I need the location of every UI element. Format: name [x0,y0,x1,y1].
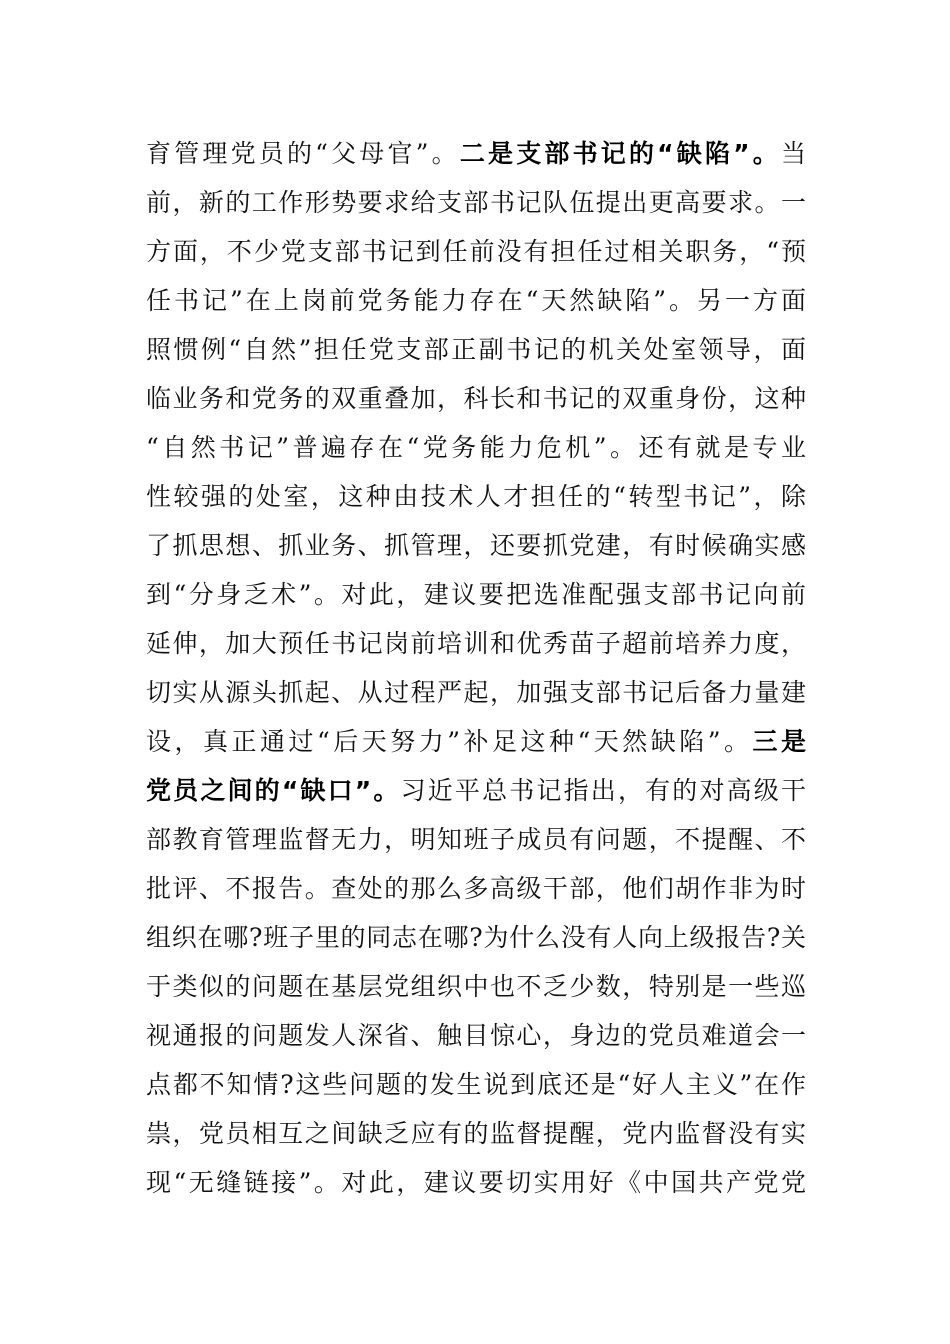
bold-text-segment: 党员之间的“缺口”。 [146,776,401,805]
text-line [146,428,806,468]
text-line [146,722,806,762]
text-segment: 前，新的工作形势要求给支部书记队伍提出更高要求。一 [146,188,806,217]
text-line [146,526,806,566]
text-segment: 部教育管理监督无力，明知班子成员有问题，不提醒、不 [146,825,806,854]
text-line [146,771,806,811]
text-segment: 习近平总书记指出，有的对高级干 [400,776,806,805]
text-line [146,1065,806,1105]
text-line [146,575,806,615]
text-segment: 切实从源头抓起、从过程严起，加强支部书记后备力量建 [146,678,806,707]
text-segment: 当 [780,139,806,168]
text-segment: 现“无缝链接”。对此，建议要切实用好《中国共产党党 [146,1168,806,1197]
text-segment: 视通报的问题发人深省、触目惊心，身边的党员难道会一 [146,1021,806,1050]
text-segment: 延伸，加大预任书记岗前培训和优秀苗子超前培养力度， [146,629,806,658]
text-line [146,1114,806,1154]
text-segment: 任书记”在上岗前党务能力存在“天然缺陷”。另一方面 [146,286,806,315]
text-line [146,330,806,370]
bold-text-segment: 三是 [752,727,806,756]
text-segment: 设，真正通过“后天努力”补足这种“天然缺陷”。 [146,727,753,756]
text-line [146,967,806,1007]
text-line [146,379,806,419]
text-segment: 到“分身乏术”。对此，建议要把选准配强支部书记向前 [146,580,806,609]
text-segment: “自然书记”普遍存在“党务能力危机”。还有就是专业 [146,433,806,462]
text-line [146,134,806,174]
text-line [146,477,806,517]
text-segment: 了抓思想、抓业务、抓管理，还要抓党建，有时候确实感 [146,531,806,560]
text-segment: 照惯例“自然”担任党支部正副书记的机关处室领导，面 [146,335,806,364]
text-line [146,232,806,272]
text-segment: 育管理党员的“父母官”。 [146,139,460,168]
text-segment: 于类似的问题在基层党组织中也不乏少数，特别是一些巡 [146,972,806,1001]
text-segment: 方面，不少党支部书记到任前没有担任过相关职务，“预 [146,237,806,266]
text-line [146,869,806,909]
text-segment: 临业务和党务的双重叠加，科长和书记的双重身份，这种 [146,384,806,413]
text-line [146,1016,806,1056]
text-line [146,820,806,860]
text-segment: 组织在哪?班子里的同志在哪?为什么没有人向上级报告?关 [146,923,806,952]
bold-text-segment: 二是支部书记的“缺陷”。 [459,139,781,168]
text-segment: 点都不知情?这些问题的发生说到底还是“好人主义”在作 [146,1070,806,1099]
text-segment: 批评、不报告。查处的那么多高级干部，他们胡作非为时 [146,874,806,903]
text-line [146,1163,806,1203]
text-line [146,673,806,713]
text-segment: 性较强的处室，这种由技术人才担任的“转型书记”，除 [146,482,806,511]
text-segment: 祟，党员相互之间缺乏应有的监督提醒，党内监督没有实 [146,1119,806,1148]
text-line [146,183,806,223]
text-line [146,624,806,664]
text-line [146,281,806,321]
text-line [146,918,806,958]
